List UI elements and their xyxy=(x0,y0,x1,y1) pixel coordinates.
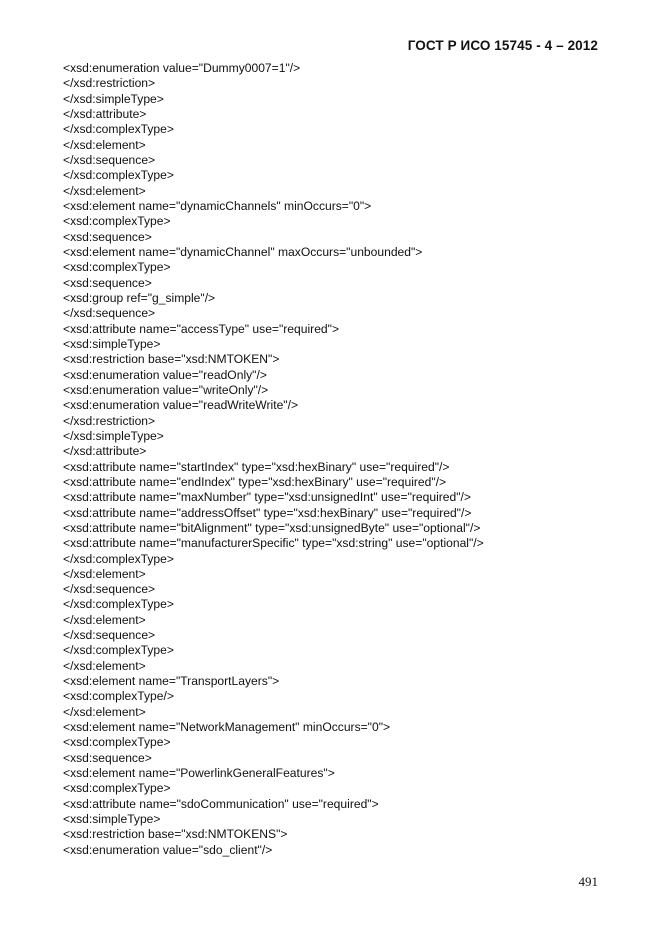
code-line: </xsd:element> xyxy=(63,704,146,719)
code-line: <xsd:enumeration value="readOnly"/> xyxy=(63,367,267,382)
code-line: <xsd:sequence> xyxy=(63,750,152,765)
code-line: </xsd:complexType> xyxy=(63,643,174,658)
code-line: </xsd:attribute> xyxy=(63,106,147,121)
code-line: </xsd:element> xyxy=(63,612,146,627)
code-line: <xsd:element name="NetworkManagement" minOccurs="0"> xyxy=(63,720,391,735)
code-line: </xsd:sequence> xyxy=(63,306,156,321)
code-line: </xsd:complexType> xyxy=(63,551,174,566)
code-line: <xsd:enumeration value="Dummy0007=1"/> xyxy=(63,61,301,75)
code-line: <xsd:attribute name="endIndex" type="xsd:hexBinary" use="required"/> xyxy=(63,474,447,489)
code-line: <xsd:element name="TransportLayers"> xyxy=(63,674,280,689)
code-line: <xsd:enumeration value="sdo_client"/> xyxy=(63,842,273,857)
code-line: </xsd:element> xyxy=(63,137,146,152)
code-line: <xsd:simpleType> xyxy=(63,336,161,351)
code-line: </xsd:sequence> xyxy=(63,582,156,597)
code-line: <xsd:attribute name="bitAlignment" type="xsd:unsignedByte" use="optional"/> xyxy=(63,520,481,535)
code-line: </xsd:restriction> xyxy=(63,413,156,428)
code-line: <xsd:complexType/> xyxy=(63,689,174,704)
code-line: <xsd:element name="dynamicChannel" maxOccurs="unbounded"> xyxy=(63,244,423,259)
code-line: </xsd:element> xyxy=(63,658,146,673)
code-line: <xsd:element name="PowerlinkGeneralFeatures"> xyxy=(63,766,335,781)
code-line: <xsd:complexType> xyxy=(63,735,171,750)
code-line: <xsd:element name="dynamicChannels" minOccurs="0"> xyxy=(63,198,372,213)
code-line: <xsd:enumeration value="readWriteWrite"/> xyxy=(63,398,299,413)
code-line: <xsd:enumeration value="writeOnly"/> xyxy=(63,382,269,397)
code-line: <xsd:attribute name="startIndex" type="xsd:hexBinary" use="required"/> xyxy=(63,459,450,474)
code-line: </xsd:complexType> xyxy=(63,168,174,183)
code-line: </xsd:attribute> xyxy=(63,444,147,459)
code-line: <xsd:restriction base="xsd:NMTOKENS"> xyxy=(63,827,288,842)
code-line: <xsd:group ref="g_simple"/> xyxy=(63,290,216,305)
code-line: <xsd:attribute name="manufacturerSpecific" type="xsd:string" use="optional"/> xyxy=(63,536,484,551)
code-line: </xsd:element> xyxy=(63,183,146,198)
code-line: <xsd:complexType> xyxy=(63,260,171,275)
code-line: <xsd:sequence> xyxy=(63,229,152,244)
code-line: </xsd:complexType> xyxy=(63,122,174,137)
code-line: </xsd:simpleType> xyxy=(63,428,164,443)
code-line: </xsd:element> xyxy=(63,566,146,581)
code-line: <xsd:attribute name="maxNumber" type="xsd:unsignedInt" use="required"/> xyxy=(63,490,471,505)
code-line: </xsd:simpleType> xyxy=(63,91,164,106)
page-number: 491 xyxy=(578,874,598,889)
code-line: <xsd:attribute name="addressOffset" type="xsd:hexBinary" use="required"/> xyxy=(63,505,472,520)
code-line: <xsd:restriction base="xsd:NMTOKEN"> xyxy=(63,352,280,367)
document-header: ГОСТ Р ИСО 15745 - 4 – 2012 xyxy=(407,38,598,53)
code-line: </xsd:complexType> xyxy=(63,597,174,612)
code-line: <xsd:sequence> xyxy=(63,275,152,290)
code-line: <xsd:complexType> xyxy=(63,781,171,796)
code-line: <xsd:simpleType> xyxy=(63,812,161,827)
code-line: <xsd:complexType> xyxy=(63,214,171,229)
code-line: <xsd:attribute name="accessType" use="required"> xyxy=(63,321,340,336)
code-line: </xsd:restriction> xyxy=(63,76,156,91)
code-line: </xsd:sequence> xyxy=(63,628,156,643)
xsd-code-listing xyxy=(63,61,623,858)
code-line: <xsd:attribute name="sdoCommunication" use="required"> xyxy=(63,796,379,811)
code-line: </xsd:sequence> xyxy=(63,152,156,167)
